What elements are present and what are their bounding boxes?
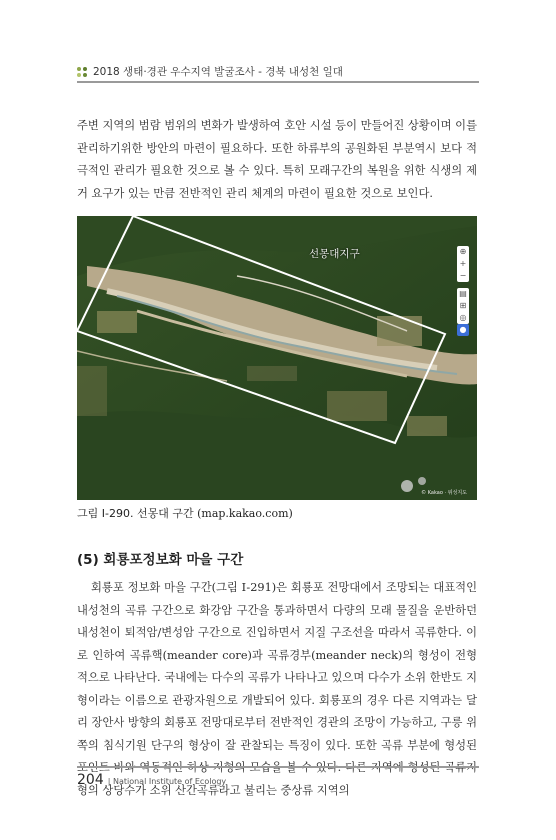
map-pin-button[interactable] <box>457 324 469 336</box>
figure-caption <box>77 505 293 521</box>
running-header <box>77 64 343 79</box>
map-target-icon[interactable]: ◎ <box>459 313 467 322</box>
satellite-map-figure <box>77 216 477 500</box>
footer-divider <box>77 766 479 768</box>
running-title: 2018 생태·경관 우수지역 발굴조사 - 경북 내성천 일대 <box>93 66 343 78</box>
zoom-in-icon[interactable]: + <box>459 259 467 268</box>
locate-icon[interactable]: ⊕ <box>459 247 467 256</box>
satellite-map-image <box>77 216 477 500</box>
section-heading: (5) 회룡포정보화 마을 구간 <box>77 552 244 568</box>
header-dots-icon <box>77 67 87 77</box>
body-paragraph: 회룡포 정보화 마을 구간(그림 Ⅰ-291)은 회룡포 전망대에서 조망되는 대표적인 내성천의 곡류 구간으로 화강암 구간을 통과하면서 다량의 모래 물질을 운반하던 내성천이 퇴적암/변성암 구간으로 진입하면서 지질 구조선을 따라서 곡류한다. 이로 인하여 곡류핵(meander core)과 곡류경부(meander neck)의 형성이 전형적으로 나타난다. 국내에는 다수의 곡류가 나타나고 있으며 다수가 소위 한반도 지형이라는 이름으로 관광자원으로 개발되어 있다. 회룡포의 경우 다른 지역과는 달리 장안사 방향의 회룡포 전망대로부터 전반적인 경관의 조망이 가능하고, 구릉 위쪽의 침식기원 단구의 형상이 잘 관찰되는 특징이 있다. 또한 곡류 부분에 형성된 형의 상당수가 소위 산간곡류라고 불리는 중상류 지역의 <box>77 581 477 797</box>
page-number: 204 <box>77 772 104 788</box>
intro-paragraph: 주변 지역의 범람 범위의 변화가 발생하여 호안 시설 등이 만들어진 상황이며 이를 관리하기위한 방안의 마련이 필요하다. 또한 하류부의 공원화된 부분역시 보다 적극적인 관리가 필요한 것으로 볼 수 있다. 특히 모래구간의 복원을 위한 식생의 제거 요구가 있는 만큼 전반적인 관리 체계의 마련이 필요한 것으로 보인다. <box>77 119 477 200</box>
map-layer-icon[interactable]: ▤ <box>459 289 467 298</box>
zoom-out-icon[interactable]: − <box>459 271 467 280</box>
map-pin-icon[interactable]: ● <box>459 325 467 334</box>
page-footer <box>77 772 226 788</box>
header-divider <box>77 81 479 83</box>
figure-caption-text: 선몽대 구간 (map.kakao.com) <box>136 507 293 520</box>
map-type-controls[interactable] <box>457 288 469 324</box>
map-grid-icon[interactable]: ⊞ <box>459 301 467 310</box>
map-area-label: 선몽대지구 <box>309 248 360 260</box>
map-copyright: © Kakao · 위성지도 <box>421 490 467 496</box>
map-zoom-controls[interactable] <box>457 246 469 282</box>
figure-number: 그림 Ⅰ-290. <box>77 507 134 520</box>
institution-name: | National Institute of Ecology <box>107 777 227 786</box>
